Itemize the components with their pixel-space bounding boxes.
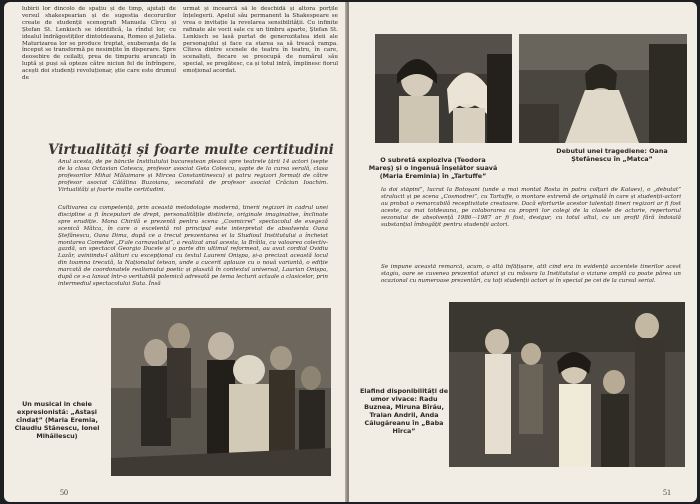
article-intro: Anul acesta, de pe băncile Institutului bucureștean pleacă spre teatrele țării 14 actori (septe de la clasa Octavian Cotescu, profesor asociat Geta Colescu, șapte de la cursa serală, clasa profesorilor Mihai Mălaimare și Mircea Constantinescu) și patru regizori formați de către profesor asociat Cătălina Buzoianu, secondată de profesor asociat Crăciun Ioachim. Virtualități și foarte multe certitudini. (58, 159, 328, 193)
baba-hirca-photo (449, 302, 685, 467)
musical-caption: Un musical in cheie expresionistă: „Astași cîndaț” (Maria Eremia, Claudiu Stănescu, Ionel Mihăilescu) (14, 400, 100, 440)
left-column-2: urmat și încearcă să le deschidă și altora porțile înțelegerii. Apelul său permanent la Shakespeare se vrea o invitație la revelarea sensibilității. Cu infinite rafinate ale vocii sale cu un timbru aparte, Ștefan St. Lenkisch se lasă purtat de generozitatea ideii ale personajului și face ca starea sa să treacă rampa. Cîteva dintre scenele de teatru în teatru, în care, scenaliști, fiecare se preocupă de numărul său special, se pregătesc, ca și totul intră, împlinesc fiorul emoțional acordat. (183, 6, 338, 75)
musical-photo-image (111, 308, 331, 476)
musical-photo (111, 308, 331, 476)
right-body-2: Se impune această remarcă, acum, o altă înfățișare, atît cînd era în evidență accentele tinerilor acest stagiu, oare se cuvenea prezentat atunci și cu măsura la Institutului o viziune amplă ca poate părea un ocazional cu numeroase prezentări, cu toți studenții actori și în special pe cei de la cursul serial. (381, 264, 681, 284)
matca-photo-image (519, 34, 687, 143)
left-page (4, 2, 347, 502)
tartuffe-photo (375, 34, 512, 143)
baba-hirca-photo-image (449, 302, 685, 467)
matca-caption: Debutul unei tragediene: Oana Ștefănescu în „Matca” (556, 147, 668, 163)
left-page-number: 50 (60, 488, 68, 497)
left-column-1: lubirii lor dincolo de spațiu și de timp, ajutați de versul shakespearian și de sugestia decorurilor create de studenții scenografi Manuela Cîrcu și Ștefan St. Lenkisch se identifică, la rîndul lor, cu idealul îndrăgostiților dintotdeauna, Romeo și Julieta. Maturizarea lor se produce treptat, exuberanța de la început se transformă pe nesimțite în disperare. Spre deosebire de ceilalți, prea de timpuriu aruncați în luptă și puși să opteze către niciun fel de înfrîngere, acești doi studenți revoluționar, știe care este drumul de (22, 6, 176, 82)
tartuffe-caption: O subretă exploziva (Teodora Mareș) și o ingenuă înșelător suavă (Maria Ereminia) în „Tartuffe” (368, 156, 498, 180)
right-page (349, 2, 697, 502)
baba-hirca-caption: Elafind disponibilități de umor vivace: Radu Buznea, Miruna Bîrău, Traian Andrii, Anda Călugăreanu în „Baba Hîrca” (359, 387, 449, 435)
tartuffe-photo-image (375, 34, 512, 143)
right-page-number: 51 (663, 488, 671, 497)
article-body: Cultivarea cu competență, prin această metodologie modernă, tinerii regizori în cadrul unei discipline a fi începutori de drept, personalitățile distincte, originale imaginative, înclinate spre erudiție. Mona Chirilă e prezentă pentru scena „Cosmicrei” spectacolul de exegeză scenică Mătca, în care o excelentă rol principal este interpretat de absolventa Oana Ștefănescu, Oana Dima, după ce a trecut prezentarea ei la Studioul Institutului a încheiat montarea Comediei „D'ale carnavalului”, a realizat anul acesta, la Brăila, cu valoarea colectiv-gazdă, un spectacol Georgio Ducele și o parte din ultimul reformeat, au avut cordial Ovidiu Lazăr, aviniindu-l alături cu excepțional cu textul Laureni Onișpa, și-a precizat această locul din toamna trecută, la Naționalul tetean, unde a cucerit aplauze cu o nouă variantă, o ediție marcată de coordonatele realismului poetic și plasată în contextul universal, Laurian Onișpa, după ce s-a lansat într-o veritabilă polemică adresată pe tema lecturii actuale a clasicelor, prin intermediul spectacolului Suta. Însă (58, 205, 328, 287)
article-heading: Virtualități și foarte multe certitudini (48, 142, 334, 158)
right-body-1: la doi stăpîni”, lucrat la Botoșani (unde a mai montat Rosta în patru colțuri de Kataev), o „debutat” stralucit și pe scena „Cosmodrei”, cu Tartuffe, o montare extremă de originală în care și studenții-actori au probat o remarcabilă receptivitate creatoare. Dacă eforturile acestor talentați tineri regizori ar fi fost aceste, ca mai totdeauna, pe colaborarea cu proprii lor colegi de la clasele de actorie, repertoriul sezonului de absolvență 1986—1987 ar fi fost, desigur, cu totul altul, cu un profil fără îndoială substanțial îmbogățit pentru studenții actori. (381, 187, 681, 228)
matca-photo (519, 34, 687, 143)
